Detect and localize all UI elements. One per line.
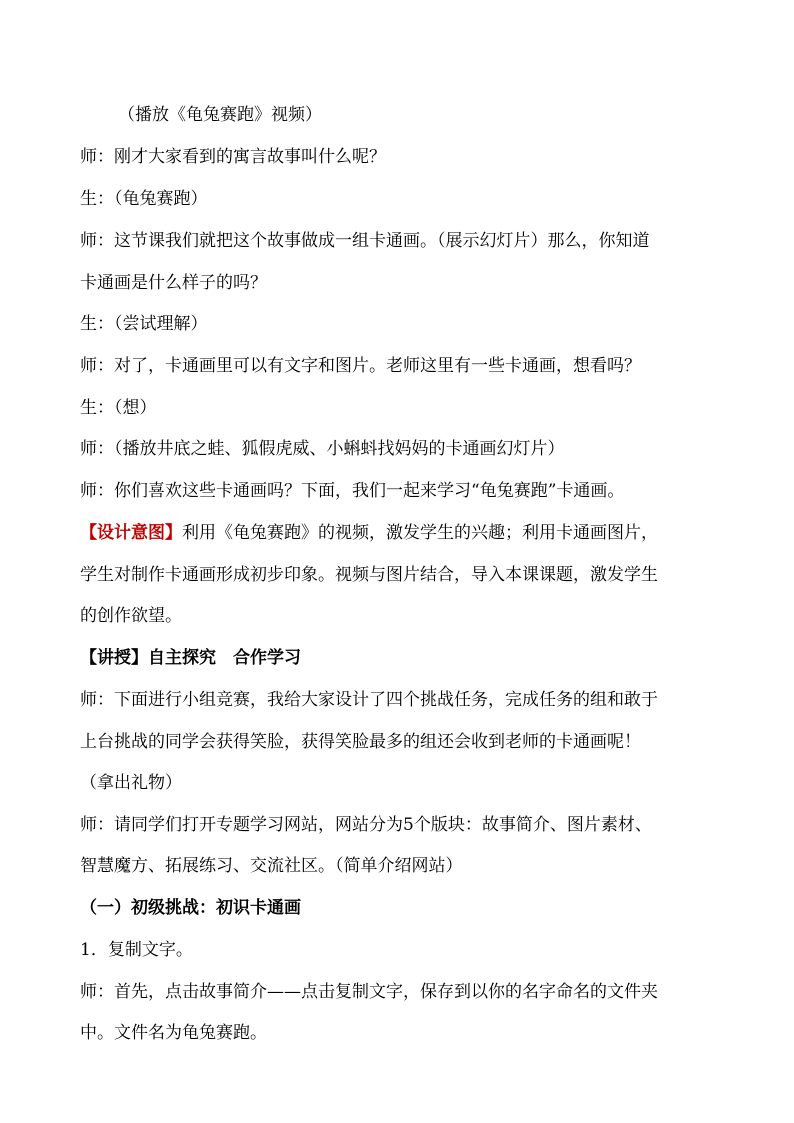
section-heading: 【讲授】自主探究 合作学习 — [80, 648, 301, 668]
teacher-line-continued: 卡通画是什么样子的吗？ — [80, 273, 267, 293]
design-intent-line — [80, 522, 720, 544]
student-line: 生：（龟兔赛跑） — [80, 189, 208, 209]
teacher-line-continued: 上台挑战的同学会获得笑脸，获得笑脸最多的组还会收到老师的卡通画呢！ — [80, 732, 641, 752]
teacher-line: 师：（播放井底之蛙、狐假虎威、小蝌蚪找妈妈的卡通画幻灯片） — [80, 439, 565, 459]
teacher-line: 师：请同学们打开专题学习网站，网站分为5个版块：故事简介、图片素材、 — [80, 815, 652, 835]
design-intent-line: 学生对制作卡通画形成初步印象。视频与图片结合，导入本课课题，激发学生 — [80, 565, 658, 585]
teacher-line: 师：你们喜欢这些卡通画吗？下面，我们一起来学习“龟兔赛跑”卡通画。 — [80, 481, 625, 501]
teacher-line: 师：下面进行小组竞赛，我给大家设计了四个挑战任务，完成任务的组和敢于 — [80, 690, 658, 710]
stage-direction: （播放《龟兔赛跑》视频） — [118, 105, 322, 125]
subheading: （一）初级挑战：初识卡通画 — [80, 898, 301, 918]
teacher-line: 师：刚才大家看到的寓言故事叫什么呢？ — [80, 147, 386, 167]
stage-direction: （拿出礼物） — [80, 773, 182, 793]
teacher-line: 师：首先，点击故事简介——点击复制文字，保存到以你的名字命名的文件夹 — [80, 982, 658, 1002]
student-line: 生：（想） — [80, 398, 157, 418]
step-heading: 1．复制文字。 — [80, 940, 193, 960]
design-intent-label: 【设计意图】 — [80, 523, 182, 543]
teacher-line-continued: 中。文件名为龟兔赛跑。 — [80, 1023, 267, 1043]
design-intent-text: 利用《龟兔赛跑》的视频，激发学生的兴趣；利用卡通画图片， — [182, 523, 658, 543]
student-line: 生：（尝试理解） — [80, 314, 208, 334]
teacher-line-continued: 智慧魔方、拓展练习、交流社区。（简单介绍网站） — [80, 856, 463, 876]
teacher-line: 师：对了，卡通画里可以有文字和图片。老师这里有一些卡通画，想看吗？ — [80, 356, 641, 376]
teacher-line: 师：这节课我们就把这个故事做成一组卡通画。（展示幻灯片）那么，你知道 — [80, 231, 650, 251]
design-intent-line: 的创作欲望。 — [80, 606, 182, 626]
